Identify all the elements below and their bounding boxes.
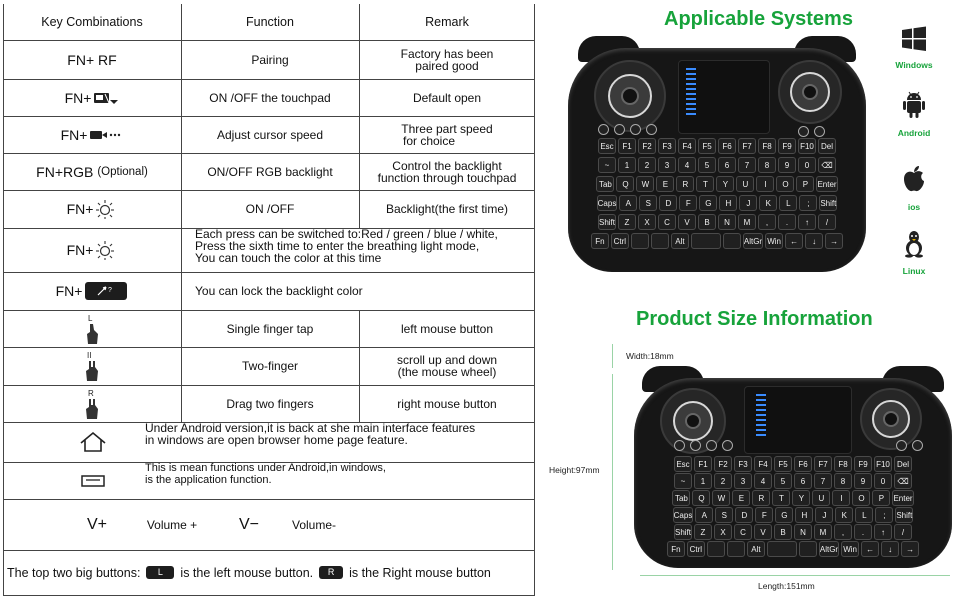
key-fn-rgb: FN+RGB (Optional) <box>36 163 148 180</box>
volume-down-label: Volume- <box>291 517 337 532</box>
keyboard-photo-top <box>568 36 866 272</box>
cursor-speed-key-icon <box>89 130 123 140</box>
keyboard-row: Tab Q W E R T Y U I O P Enter <box>634 490 952 506</box>
backlight-sun-icon <box>95 199 117 219</box>
keyboard-row: ~ 1 2 3 4 5 6 7 8 9 0 ⌫ <box>568 157 866 173</box>
svg-text:R: R <box>88 388 94 398</box>
keyboard-row: Caps A S D F G H J K L ; Shift <box>568 195 866 211</box>
remark-right-mouse: right mouse button <box>397 396 497 411</box>
windows-logo-icon <box>901 26 927 52</box>
lock-color-description: You can lock the backlight color <box>195 284 363 298</box>
keyboard-row: Caps A S D F G H J K L ; Shift <box>634 507 952 523</box>
width-label: Width:18mm <box>626 351 674 361</box>
header-key-combinations: Key Combinations <box>41 15 143 29</box>
function-backlight-onoff: ON /OFF <box>245 202 295 216</box>
function-drag-two: Drag two fingers <box>226 396 314 411</box>
os-ios: ios <box>884 164 944 212</box>
single-finger-tap-icon <box>83 312 101 346</box>
key-fn-touchpad: FN+ <box>3 79 181 116</box>
os-linux: Linux <box>884 228 944 276</box>
svg-text:L: L <box>88 313 93 323</box>
function-pairing: Pairing <box>251 52 289 67</box>
keyboard-row: Shift Z X C V B N M , . ↑ / <box>634 524 952 540</box>
gesture-drag-two <box>3 385 181 422</box>
width-dimension-line <box>612 344 613 368</box>
volume-down-key: V− <box>238 515 259 533</box>
keyboard-photo-size <box>634 366 952 568</box>
menu-icon <box>79 474 107 488</box>
svg-text:?: ? <box>108 287 113 294</box>
keyboard-row: Esc F1 F2 F3 F4 F5 F6 F7 F8 F9 F10 Del <box>634 456 952 472</box>
volume-up-key: V+ <box>86 515 107 533</box>
volume-up-label: Volume + <box>146 517 198 532</box>
applicable-systems-title: Applicable Systems <box>664 8 853 30</box>
right-button-keycap: R <box>319 566 343 579</box>
menu-key <box>63 462 123 499</box>
key-fn-backlight: FN+ <box>3 190 181 228</box>
length-dimension-line <box>640 575 950 576</box>
function-cursor-speed: Adjust cursor speed <box>216 127 324 142</box>
remark-pairing: Factory has been paired good <box>400 46 494 73</box>
keyboard-row: Fn Ctrl Alt AltGr Win ← ↓ → <box>634 541 952 557</box>
function-two-finger: Two-finger <box>241 359 299 373</box>
function-single-tap: Single finger tap <box>226 321 314 336</box>
function-touchpad: ON /OFF the touchpad <box>209 90 331 105</box>
keyboard-row: ~ 1 2 3 4 5 6 7 8 9 0 ⌫ <box>634 473 952 489</box>
mouse-buttons-note: The top two big buttons: L is the left mouse button. R is the Right mouse button <box>7 565 491 580</box>
home-icon <box>79 431 107 453</box>
remark-rgb-backlight: Control the backlight function through touchpad <box>377 158 517 185</box>
header-function: Function <box>246 15 294 29</box>
keyboard-row: Fn Ctrl Alt AltGr Win ← ↓ → <box>568 233 866 249</box>
two-finger-scroll-icon <box>83 349 101 383</box>
remark-left-mouse: left mouse button <box>400 321 494 336</box>
keyboard-row: Shift Z X C V B N M , . ↑ / <box>568 214 866 230</box>
header-remark: Remark <box>425 15 469 29</box>
home-key <box>63 422 123 462</box>
os-windows: Windows <box>884 26 944 70</box>
key-fn-cursor-speed: FN+ <box>3 116 181 153</box>
keyboard-row: Tab Q W E R T Y U I O P Enter <box>568 176 866 192</box>
os-android: Android <box>884 90 944 138</box>
apple-logo-icon <box>901 164 927 194</box>
length-label: Length:151mm <box>758 581 815 591</box>
remark-backlight: Backlight(the first time) <box>385 202 509 216</box>
backlight-color-description: Each press can be switched to:Red / green / blue / white, Press the sixth time to enter the breathing light mode, You can touch the color at this time <box>195 227 498 265</box>
product-size-title: Product Size Information <box>636 308 873 330</box>
height-dimension-line <box>612 374 613 570</box>
home-description: Under Android version,it is back at she main interface features in windows are open browser home page feature. <box>145 421 476 447</box>
svg-text:II: II <box>87 351 92 360</box>
menu-description: This is mean functions under Android,in windows, is the application function. <box>145 462 386 486</box>
backlight-sun-icon <box>95 240 117 260</box>
remark-touchpad: Default open <box>412 90 482 105</box>
height-label: Height:97mm <box>549 465 600 475</box>
key-combination-table <box>3 4 535 596</box>
lock-key-icon <box>84 281 128 301</box>
remark-cursor-speed: Three part speed for choice <box>401 121 493 148</box>
android-logo-icon <box>901 90 927 120</box>
key-fn-lock: FN+ ? <box>3 272 181 310</box>
remark-scroll: scroll up and down (the mouse wheel) <box>396 353 498 379</box>
key-fn-backlight-color: FN+ <box>3 228 181 272</box>
two-finger-drag-icon <box>83 387 101 421</box>
function-rgb-backlight: ON/OFF RGB backlight <box>207 164 333 179</box>
key-fn-rf: FN+ RF <box>67 51 117 68</box>
touchpad-key-icon <box>93 91 119 105</box>
left-button-keycap: L <box>146 566 174 579</box>
keyboard-row: Esc F1 F2 F3 F4 F5 F6 F7 F8 F9 F10 Del <box>568 138 866 154</box>
gesture-two-finger <box>3 347 181 385</box>
linux-penguin-icon <box>901 228 927 258</box>
gesture-single-tap <box>3 310 181 347</box>
